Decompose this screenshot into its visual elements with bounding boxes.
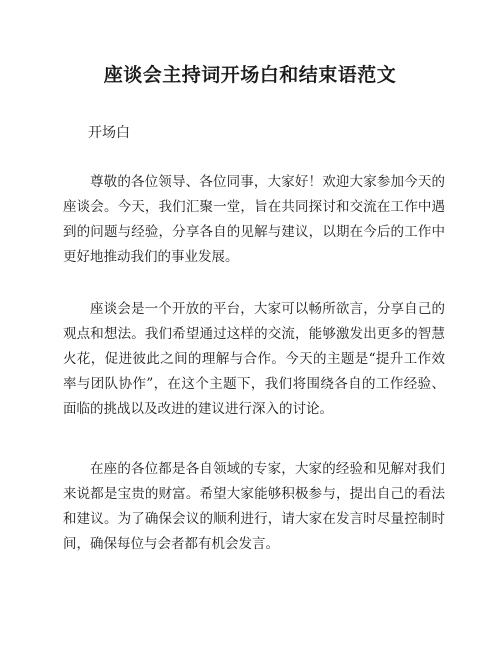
paragraph-2: 座谈会是一个开放的平台，大家可以畅所欲言，分享自己的观点和想法。我们希望通过这样的交流，能够激发出更多的智慧火花，促进彼此之间的理解与合作。今天的主题是“提升工作效率与团队协作”，在这个主题下，我们将围绕各自的工作经验、面临的挑战以及改进的建议进行深入的讨论。	[63, 301, 445, 417]
document-title: 座谈会主持词开场白和结束语范文	[103, 64, 397, 86]
section-heading: 开场白	[88, 125, 130, 141]
paragraph-1: 尊敬的各位领导、各位同事，大家好！欢迎大家参加今天的座谈会。今天，我们汇聚一堂，旨在共同探讨和交流在工作中遇到的问题与经验，分享各自的见解与建议，以期在今后的工作中更好地推动我们的事业发展。	[63, 174, 445, 265]
paragraph-3: 在座的各位都是各自领域的专家，大家的经验和见解对我们来说都是宝贵的财富。希望大家能够积极参与，提出自己的看法和建议。为了确保会议的顺利进行，请大家在发言时尽量控制时间，确保每位与会者都有机会发言。	[63, 461, 445, 552]
